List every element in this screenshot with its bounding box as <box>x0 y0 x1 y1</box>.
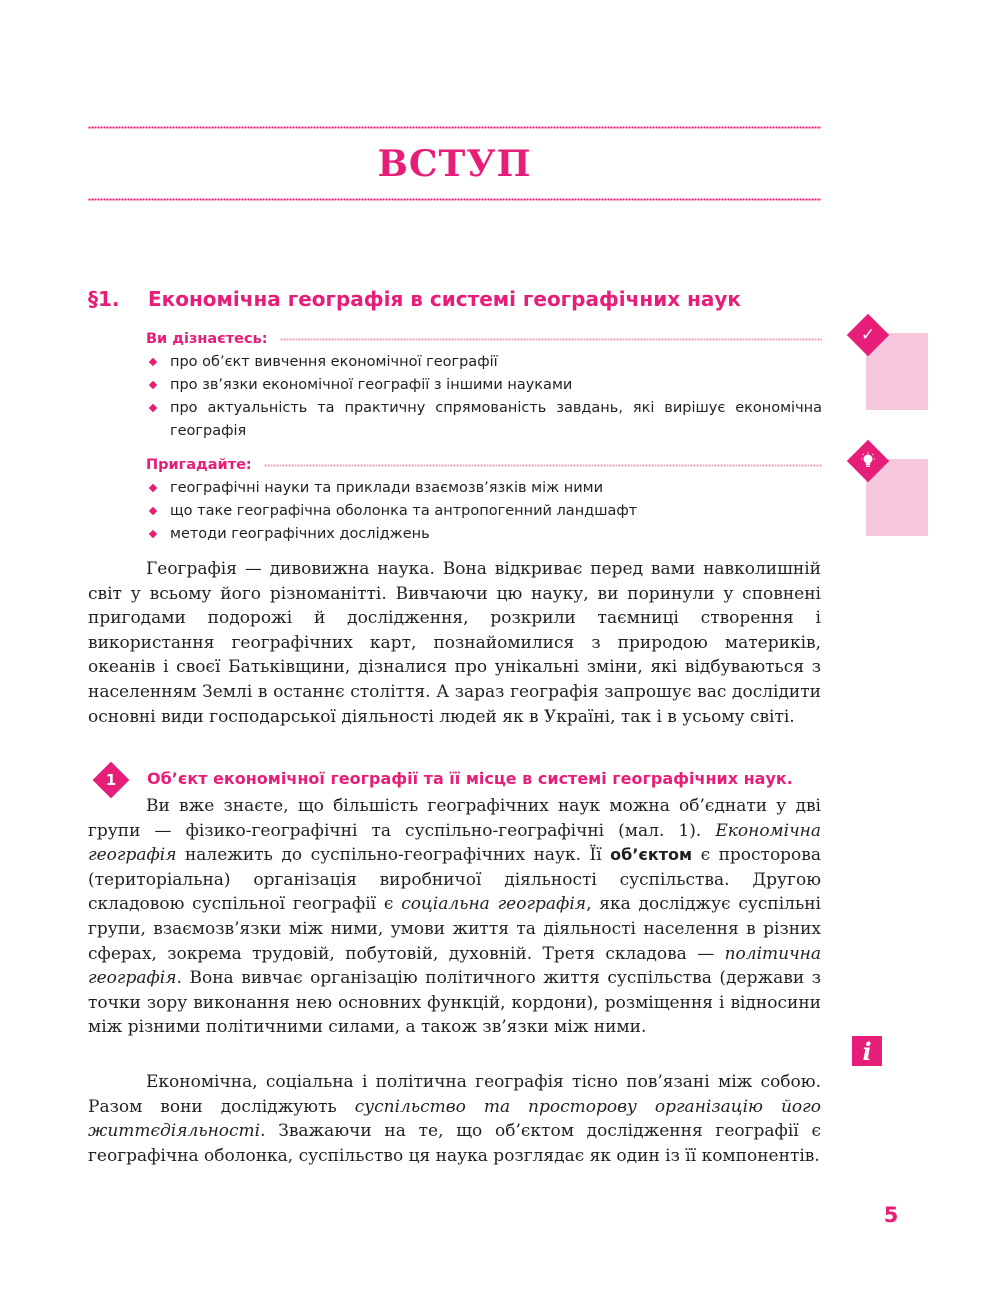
bullet-diamond-icon <box>149 507 157 515</box>
bottom-dotted-rule <box>88 197 821 202</box>
list-item: що таке географічна оболонка та антропогенний ландшафт <box>146 500 822 523</box>
recall-label: Пригадайте: <box>146 457 252 473</box>
bullet-diamond-icon <box>149 530 157 538</box>
check-icon: ✓ <box>860 325 876 345</box>
section-title: Об’єкт економічної географії та її місце в системі географічних наук. <box>147 769 793 788</box>
chapter-title: ВСТУП <box>377 143 532 185</box>
page-number: 5 <box>883 1203 899 1227</box>
bullet-diamond-icon <box>149 484 157 492</box>
top-dotted-rule <box>88 125 821 130</box>
section1-paragraph-2: Економічна, соціальна і політична географія тісно пов’язані між собою. Разом вони досліджують суспільство та просторову організацію його життєдіяльності. Зважаючи на те, що об’єктом дослідження географії є географічна оболонка, суспільство ця наука розглядає як один із її компонентів. <box>88 1072 821 1166</box>
bullet-diamond-icon <box>149 358 157 366</box>
recall-dotted-rule <box>264 463 822 468</box>
list-item: про зв’язки економічної географії з іншими науками <box>146 374 822 397</box>
list-item: географічні науки та приклади взаємозв’язків між ними <box>146 477 822 500</box>
intro-paragraph: Географія — дивовижна наука. Вона відкриває перед вами навколишній світ у всьому його різноманітті. Вивчаючи цю науку, ви поринули у сповнені пригодами подорожі й дослідження, розкрили таємниці створення і використання географічних карт, познайомилися з природою материків, океанів і своєї Батьківщини, дізналися про унікальні зміни, які відбуваються з населенням Землі в останнє століття. А зараз географія запрошує вас дослідити основні види господарської діяльності людей як в Україні, так і в усьому світі. <box>88 559 821 727</box>
learn-label: Ви дізнаєтесь: <box>146 331 268 347</box>
lightbulb-icon <box>853 446 883 476</box>
bullet-diamond-icon <box>149 404 157 412</box>
learn-block <box>146 329 822 443</box>
learn-dotted-rule <box>280 337 822 342</box>
list-item: про об’єкт вивчення економічної географії <box>146 351 822 374</box>
section1-paragraph-1: Ви вже знаєте, що більшість географічних наук можна об’єднати у дві групи — фізико-географічні та суспільно-географічні (мал. 1). Економічна географія належить до суспільно-географічних наук. Її об’єктом є просторова (територіальна) організація виробничої діяльності суспільства. Другою складовою суспільної географії є соціальна географія, яка досліджує суспільні групи, взаємозв’язки між ними, умови життя та діяльності населення в різних сферах, зокрема трудовій, побутовій, духовній. Третя складова — політична географія. Вона вивчає організацію політичного життя суспільства (держави з точки зору виконання нею основних функцій, кордони), розміщення і відносини між різними політичними силами, а також зв’язки між ними. <box>88 796 822 1038</box>
list-item: методи географічних досліджень <box>146 523 822 546</box>
paragraph-title: Економічна географія в системі географічних наук <box>148 287 741 311</box>
list-item: про актуальність та практичну спрямованість завдань, які вирішує економічна географія <box>146 397 822 443</box>
section-number: 1 <box>105 771 117 789</box>
paragraph-number: §1. <box>88 287 120 311</box>
info-icon: i <box>852 1036 882 1066</box>
recall-block <box>146 455 822 546</box>
paragraph-heading <box>88 287 828 311</box>
bullet-diamond-icon <box>149 381 157 389</box>
